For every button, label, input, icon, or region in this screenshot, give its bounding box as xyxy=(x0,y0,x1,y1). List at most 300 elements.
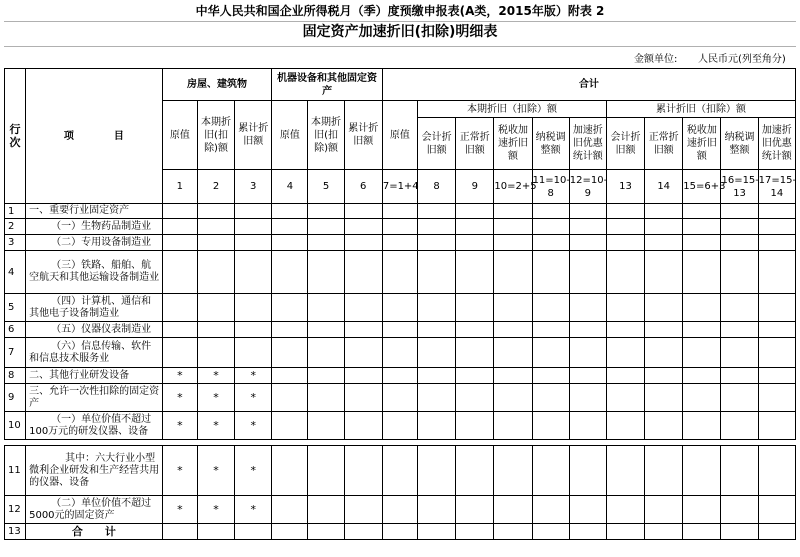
row-item-label: （一）单位价值不超过100万元的研发仪器、设备 xyxy=(26,412,163,440)
amount-cell[interactable] xyxy=(569,446,606,496)
not-applicable-mark: * xyxy=(197,412,234,440)
amount-cell[interactable] xyxy=(418,322,456,338)
amount-cell[interactable] xyxy=(272,368,308,384)
amount-cell[interactable] xyxy=(308,294,344,322)
row-item-label: 其中：六大行业小型微利企业研发和生产经营共用的仪器、设备 xyxy=(26,446,163,496)
amount-cell[interactable] xyxy=(344,235,382,251)
amount-cell[interactable] xyxy=(606,368,644,384)
header-current-depr: 本期折旧(扣除)额 xyxy=(308,101,344,170)
amount-cell[interactable] xyxy=(494,524,532,540)
row-number: 5 xyxy=(5,294,26,322)
column-number: 2 xyxy=(197,170,234,204)
amount-cell[interactable] xyxy=(569,322,606,338)
amount-cell[interactable] xyxy=(382,446,417,496)
amount-cell[interactable] xyxy=(418,251,456,294)
amount-cell[interactable] xyxy=(162,251,197,294)
table-row xyxy=(5,322,796,338)
group-header-machinery: 机器设备和其他固定资产 xyxy=(272,69,383,101)
not-applicable-mark: * xyxy=(197,384,234,412)
amount-cell[interactable] xyxy=(272,204,308,219)
amount-cell[interactable] xyxy=(606,204,644,219)
amount-cell[interactable] xyxy=(308,524,344,540)
amount-cell[interactable] xyxy=(344,204,382,219)
amount-cell[interactable] xyxy=(721,368,758,384)
amount-cell[interactable] xyxy=(758,412,795,440)
amount-cell[interactable] xyxy=(532,446,569,496)
amount-cell[interactable] xyxy=(308,496,344,524)
amount-cell[interactable] xyxy=(494,338,532,368)
amount-cell[interactable] xyxy=(758,235,795,251)
column-number: 3 xyxy=(235,170,272,204)
amount-cell[interactable] xyxy=(272,384,308,412)
amount-cell[interactable] xyxy=(382,322,417,338)
amount-cell[interactable] xyxy=(494,204,532,219)
amount-cell[interactable] xyxy=(758,251,795,294)
amount-cell[interactable] xyxy=(418,204,456,219)
amount-cell[interactable] xyxy=(162,338,197,368)
amount-cell[interactable] xyxy=(344,524,382,540)
amount-cell[interactable] xyxy=(532,524,569,540)
amount-cell[interactable] xyxy=(308,322,344,338)
unit-label: 金额单位: xyxy=(634,54,678,65)
amount-cell[interactable] xyxy=(197,524,234,540)
amount-cell[interactable] xyxy=(308,251,344,294)
amount-cell[interactable] xyxy=(272,412,308,440)
amount-cell[interactable] xyxy=(721,219,758,235)
amount-cell[interactable] xyxy=(569,496,606,524)
amount-cell[interactable] xyxy=(344,322,382,338)
amount-cell[interactable] xyxy=(272,496,308,524)
amount-cell[interactable] xyxy=(683,322,721,338)
amount-cell[interactable] xyxy=(456,446,494,496)
amount-cell[interactable] xyxy=(382,524,417,540)
amount-cell[interactable] xyxy=(683,384,721,412)
row-item-label: 合 计 xyxy=(26,524,163,540)
amount-cell[interactable] xyxy=(418,338,456,368)
row-number: 9 xyxy=(5,384,26,412)
amount-cell[interactable] xyxy=(721,235,758,251)
amount-cell[interactable] xyxy=(272,251,308,294)
amount-cell[interactable] xyxy=(532,219,569,235)
amount-cell[interactable] xyxy=(494,412,532,440)
row-number: 8 xyxy=(5,368,26,384)
amount-cell[interactable] xyxy=(344,338,382,368)
amount-cell[interactable] xyxy=(344,384,382,412)
amount-cell[interactable] xyxy=(645,446,683,496)
amount-cell[interactable] xyxy=(418,368,456,384)
amount-cell[interactable] xyxy=(758,204,795,219)
amount-cell[interactable] xyxy=(272,322,308,338)
amount-cell[interactable] xyxy=(532,204,569,219)
amount-cell[interactable] xyxy=(494,322,532,338)
header-tax-adjust: 纳税调整额 xyxy=(532,118,569,170)
amount-cell[interactable] xyxy=(197,251,234,294)
header-normal-depr: 正常折旧额 xyxy=(645,118,683,170)
amount-cell[interactable] xyxy=(344,496,382,524)
amount-cell[interactable] xyxy=(606,235,644,251)
amount-cell[interactable] xyxy=(721,204,758,219)
amount-cell[interactable] xyxy=(683,204,721,219)
amount-cell[interactable] xyxy=(162,524,197,540)
amount-cell[interactable] xyxy=(721,446,758,496)
amount-cell[interactable] xyxy=(606,251,644,294)
amount-cell[interactable] xyxy=(456,524,494,540)
amount-cell[interactable] xyxy=(197,219,234,235)
amount-cell[interactable] xyxy=(645,384,683,412)
header-original-value: 原值 xyxy=(382,101,417,170)
table-row xyxy=(5,524,796,540)
amount-cell[interactable] xyxy=(382,235,417,251)
amount-cell[interactable] xyxy=(758,338,795,368)
amount-cell[interactable] xyxy=(272,524,308,540)
amount-cell[interactable] xyxy=(308,412,344,440)
column-number: 6 xyxy=(344,170,382,204)
amount-cell[interactable] xyxy=(162,322,197,338)
amount-cell[interactable] xyxy=(532,251,569,294)
table-row xyxy=(5,204,796,219)
amount-cell[interactable] xyxy=(606,412,644,440)
row-item-label: （一）生物药品制造业 xyxy=(26,219,163,235)
not-applicable-mark: * xyxy=(197,446,234,496)
amount-cell[interactable] xyxy=(382,219,417,235)
row-number: 2 xyxy=(5,219,26,235)
amount-cell[interactable] xyxy=(569,524,606,540)
row-item-label: （五）仪器仪表制造业 xyxy=(26,322,163,338)
amount-cell[interactable] xyxy=(456,412,494,440)
row-number: 4 xyxy=(5,251,26,294)
header-accounting-depr: 会计折旧额 xyxy=(418,118,456,170)
not-applicable-mark: * xyxy=(235,412,272,440)
amount-cell[interactable] xyxy=(418,219,456,235)
amount-cell[interactable] xyxy=(382,384,417,412)
column-number: 17=15-14 xyxy=(758,170,795,204)
header-original-value: 原值 xyxy=(162,101,197,170)
amount-cell[interactable] xyxy=(272,446,308,496)
amount-cell[interactable] xyxy=(721,496,758,524)
amount-cell[interactable] xyxy=(235,524,272,540)
amount-cell[interactable] xyxy=(683,338,721,368)
amount-cell[interactable] xyxy=(645,204,683,219)
amount-cell[interactable] xyxy=(235,322,272,338)
amount-cell[interactable] xyxy=(456,338,494,368)
amount-cell[interactable] xyxy=(645,524,683,540)
amount-cell[interactable] xyxy=(683,412,721,440)
amount-cell[interactable] xyxy=(532,294,569,322)
amount-cell[interactable] xyxy=(162,235,197,251)
amount-cell[interactable] xyxy=(645,322,683,338)
amount-cell[interactable] xyxy=(382,368,417,384)
amount-cell[interactable] xyxy=(532,496,569,524)
amount-cell[interactable] xyxy=(235,204,272,219)
column-number: 8 xyxy=(418,170,456,204)
subgroup-header-cumulative: 累计折旧（扣除）额 xyxy=(606,101,795,118)
amount-cell[interactable] xyxy=(758,496,795,524)
amount-cell[interactable] xyxy=(272,338,308,368)
row-number: 10 xyxy=(5,412,26,440)
amount-cell[interactable] xyxy=(532,235,569,251)
amount-cell[interactable] xyxy=(758,384,795,412)
column-number: 10=2+5 xyxy=(494,170,532,204)
amount-cell[interactable] xyxy=(683,368,721,384)
amount-cell[interactable] xyxy=(235,294,272,322)
amount-cell[interactable] xyxy=(456,384,494,412)
header-tax-accel-depr: 税收加速折旧额 xyxy=(494,118,532,170)
amount-cell[interactable] xyxy=(532,368,569,384)
amount-cell[interactable] xyxy=(272,235,308,251)
amount-cell[interactable] xyxy=(606,338,644,368)
header-original-value: 原值 xyxy=(272,101,308,170)
row-item-label: （六）信息传输、软件和信息技术服务业 xyxy=(26,338,163,368)
amount-cell[interactable] xyxy=(308,338,344,368)
amount-cell[interactable] xyxy=(197,235,234,251)
header-accel-pref-stats: 加速折旧优惠统计额 xyxy=(569,118,606,170)
amount-cell[interactable] xyxy=(721,524,758,540)
column-number: 16=15-13 xyxy=(721,170,758,204)
amount-cell[interactable] xyxy=(645,294,683,322)
amount-cell[interactable] xyxy=(606,446,644,496)
col-header-item: 项 目 xyxy=(26,69,163,204)
table-row xyxy=(5,496,796,524)
table-row xyxy=(5,294,796,322)
amount-cell[interactable] xyxy=(645,368,683,384)
amount-cell[interactable] xyxy=(569,338,606,368)
amount-cell[interactable] xyxy=(382,496,417,524)
header-accel-pref-stats: 加速折旧优惠统计额 xyxy=(758,118,795,170)
header-current-depr: 本期折旧(扣除)额 xyxy=(197,101,234,170)
row-number: 13 xyxy=(5,524,26,540)
amount-cell[interactable] xyxy=(645,338,683,368)
table-row xyxy=(5,251,796,294)
amount-cell[interactable] xyxy=(308,235,344,251)
amount-cell[interactable] xyxy=(645,219,683,235)
amount-cell[interactable] xyxy=(235,219,272,235)
table-row xyxy=(5,219,796,235)
amount-cell[interactable] xyxy=(162,204,197,219)
amount-cell[interactable] xyxy=(197,204,234,219)
group-header-total: 合计 xyxy=(382,69,795,101)
header-tax-adjust: 纳税调整额 xyxy=(721,118,758,170)
column-number: 14 xyxy=(645,170,683,204)
amount-cell[interactable] xyxy=(721,322,758,338)
amount-cell[interactable] xyxy=(382,251,417,294)
header-cumulative-depr: 累计折旧额 xyxy=(235,101,272,170)
amount-cell[interactable] xyxy=(758,219,795,235)
amount-cell[interactable] xyxy=(456,235,494,251)
table-row xyxy=(5,412,796,440)
amount-cell[interactable] xyxy=(308,219,344,235)
amount-cell[interactable] xyxy=(382,338,417,368)
amount-cell[interactable] xyxy=(162,294,197,322)
amount-cell[interactable] xyxy=(494,496,532,524)
row-item-label: 三、允许一次性扣除的固定资产 xyxy=(26,384,163,412)
column-number: 7=1+4 xyxy=(382,170,417,204)
column-number: 1 xyxy=(162,170,197,204)
amount-cell[interactable] xyxy=(645,251,683,294)
row-item-label: （四）计算机、通信和其他电子设备制造业 xyxy=(26,294,163,322)
row-number: 1 xyxy=(5,204,26,219)
amount-cell[interactable] xyxy=(645,235,683,251)
amount-cell[interactable] xyxy=(683,251,721,294)
row-number: 12 xyxy=(5,496,26,524)
amount-cell[interactable] xyxy=(494,368,532,384)
amount-cell[interactable] xyxy=(344,219,382,235)
amount-cell[interactable] xyxy=(382,294,417,322)
amount-cell[interactable] xyxy=(683,294,721,322)
amount-cell[interactable] xyxy=(494,251,532,294)
amount-cell[interactable] xyxy=(494,446,532,496)
depreciation-table xyxy=(4,68,796,540)
row-number: 3 xyxy=(5,235,26,251)
amount-cell[interactable] xyxy=(569,294,606,322)
table-row xyxy=(5,338,796,368)
amount-cell[interactable] xyxy=(456,219,494,235)
amount-cell[interactable] xyxy=(308,204,344,219)
row-item-label: （二）专用设备制造业 xyxy=(26,235,163,251)
amount-cell[interactable] xyxy=(606,219,644,235)
amount-cell[interactable] xyxy=(758,294,795,322)
group-header-buildings: 房屋、建筑物 xyxy=(162,69,272,101)
header-normal-depr: 正常折旧额 xyxy=(456,118,494,170)
amount-cell[interactable] xyxy=(532,322,569,338)
subgroup-header-current: 本期折旧（扣除）额 xyxy=(418,101,607,118)
amount-cell[interactable] xyxy=(721,294,758,322)
amount-cell[interactable] xyxy=(721,338,758,368)
amount-cell[interactable] xyxy=(758,446,795,496)
amount-cell[interactable] xyxy=(197,294,234,322)
column-number: 9 xyxy=(456,170,494,204)
amount-cell[interactable] xyxy=(456,496,494,524)
not-applicable-mark: * xyxy=(197,368,234,384)
amount-cell[interactable] xyxy=(606,384,644,412)
amount-cell[interactable] xyxy=(344,368,382,384)
column-number: 15=6+3 xyxy=(683,170,721,204)
amount-cell[interactable] xyxy=(197,338,234,368)
report-title: 中华人民共和国企业所得税月（季）度预缴申报表(A类，2015年版）附表 2 xyxy=(195,4,605,18)
amount-cell[interactable] xyxy=(683,496,721,524)
row-item-label: （三）铁路、船舶、航空航天和其他运输设备制造业 xyxy=(26,251,163,294)
amount-cell[interactable] xyxy=(456,322,494,338)
not-applicable-mark: * xyxy=(197,496,234,524)
amount-cell[interactable] xyxy=(418,524,456,540)
amount-cell[interactable] xyxy=(456,294,494,322)
amount-cell[interactable] xyxy=(418,446,456,496)
subtitle-divider xyxy=(4,46,796,47)
row-number: 7 xyxy=(5,338,26,368)
amount-cell[interactable] xyxy=(606,294,644,322)
amount-cell[interactable] xyxy=(235,251,272,294)
amount-cell[interactable] xyxy=(758,524,795,540)
amount-cell[interactable] xyxy=(532,412,569,440)
amount-cell[interactable] xyxy=(162,219,197,235)
not-applicable-mark: * xyxy=(235,446,272,496)
col-header-line-no: 行次 xyxy=(5,69,26,204)
amount-cell[interactable] xyxy=(382,412,417,440)
column-number: 12=10-9 xyxy=(569,170,606,204)
amount-cell[interactable] xyxy=(569,384,606,412)
amount-cell[interactable] xyxy=(235,235,272,251)
amount-cell[interactable] xyxy=(683,235,721,251)
amount-cell[interactable] xyxy=(344,412,382,440)
not-applicable-mark: * xyxy=(235,368,272,384)
table-row xyxy=(5,446,796,496)
row-item-label: （二）单位价值不超过5000元的固定资产 xyxy=(26,496,163,524)
amount-cell[interactable] xyxy=(721,251,758,294)
not-applicable-mark: * xyxy=(162,368,197,384)
amount-cell[interactable] xyxy=(382,204,417,219)
amount-cell[interactable] xyxy=(235,338,272,368)
not-applicable-mark: * xyxy=(162,446,197,496)
report-subtitle: 固定资产加速折旧(扣除)明细表 xyxy=(302,24,498,40)
amount-cell[interactable] xyxy=(197,322,234,338)
amount-cell[interactable] xyxy=(494,294,532,322)
amount-cell[interactable] xyxy=(418,384,456,412)
table-row xyxy=(5,368,796,384)
amount-cell[interactable] xyxy=(272,219,308,235)
amount-cell[interactable] xyxy=(308,446,344,496)
unit-value: 人民币元(列至角分) xyxy=(698,54,786,65)
row-item-label: 一、重要行业固定资产 xyxy=(26,204,163,219)
amount-cell[interactable] xyxy=(606,496,644,524)
not-applicable-mark: * xyxy=(162,412,197,440)
amount-cell[interactable] xyxy=(721,412,758,440)
amount-cell[interactable] xyxy=(569,368,606,384)
amount-cell[interactable] xyxy=(418,294,456,322)
column-number: 4 xyxy=(272,170,308,204)
amount-cell[interactable] xyxy=(606,322,644,338)
amount-cell[interactable] xyxy=(308,368,344,384)
amount-cell[interactable] xyxy=(569,219,606,235)
amount-cell[interactable] xyxy=(418,412,456,440)
amount-cell[interactable] xyxy=(569,251,606,294)
amount-cell[interactable] xyxy=(532,338,569,368)
amount-cell[interactable] xyxy=(645,496,683,524)
amount-cell[interactable] xyxy=(494,384,532,412)
amount-cell[interactable] xyxy=(645,412,683,440)
column-number: 11=10-8 xyxy=(532,170,569,204)
amount-cell[interactable] xyxy=(418,235,456,251)
column-number: 13 xyxy=(606,170,644,204)
header-tax-accel-depr: 税收加速折旧额 xyxy=(683,118,721,170)
amount-cell[interactable] xyxy=(721,384,758,412)
amount-cell[interactable] xyxy=(683,446,721,496)
amount-cell[interactable] xyxy=(344,294,382,322)
header-accounting-depr: 会计折旧额 xyxy=(606,118,644,170)
amount-cell[interactable] xyxy=(456,251,494,294)
amount-cell[interactable] xyxy=(758,368,795,384)
amount-cell[interactable] xyxy=(606,524,644,540)
amount-cell[interactable] xyxy=(569,204,606,219)
amount-cell[interactable] xyxy=(418,496,456,524)
amount-cell[interactable] xyxy=(456,368,494,384)
amount-cell[interactable] xyxy=(456,204,494,219)
amount-cell[interactable] xyxy=(344,446,382,496)
amount-cell[interactable] xyxy=(308,384,344,412)
amount-cell[interactable] xyxy=(494,219,532,235)
table-row xyxy=(5,384,796,412)
amount-cell[interactable] xyxy=(532,384,569,412)
amount-cell[interactable] xyxy=(758,322,795,338)
amount-cell[interactable] xyxy=(272,294,308,322)
amount-cell[interactable] xyxy=(569,235,606,251)
amount-cell[interactable] xyxy=(569,412,606,440)
amount-cell[interactable] xyxy=(494,235,532,251)
row-number: 6 xyxy=(5,322,26,338)
amount-cell[interactable] xyxy=(344,251,382,294)
amount-cell[interactable] xyxy=(683,524,721,540)
not-applicable-mark: * xyxy=(235,384,272,412)
table-row xyxy=(5,235,796,251)
amount-cell[interactable] xyxy=(683,219,721,235)
